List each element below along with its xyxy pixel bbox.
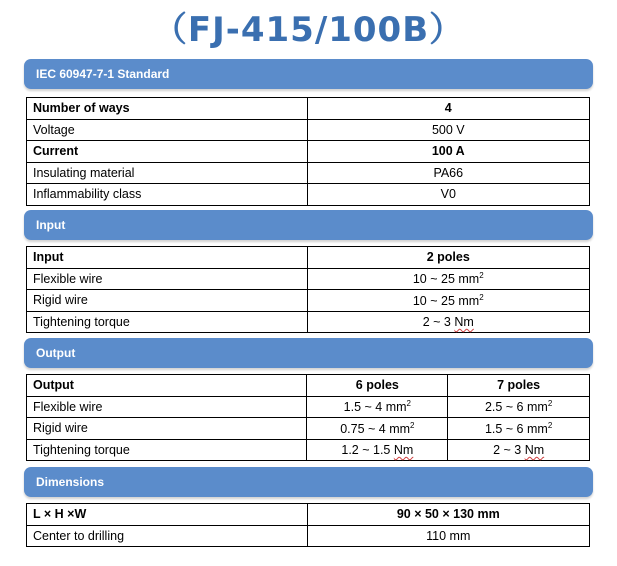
row-value: 2 ~ 3 Nm (307, 311, 589, 333)
table-row (27, 418, 590, 440)
spec-table-standard (26, 97, 590, 206)
row-value: V0 (307, 184, 589, 206)
row-value: 100 A (307, 141, 589, 163)
section-header-standard: IEC 60947-7-1 Standard (24, 59, 593, 89)
spec-table-dimensions (26, 503, 590, 547)
row-label: Inflammability class (27, 184, 308, 206)
row-label: Rigid wire (27, 290, 308, 312)
row-value: 500 V (307, 119, 589, 141)
table-row (27, 439, 590, 461)
row-label: Number of ways (27, 98, 308, 120)
table-row (27, 98, 590, 120)
row-label: Center to drilling (27, 525, 308, 547)
table-row (27, 162, 590, 184)
row-label: Flexible wire (27, 268, 308, 290)
row-label: Input (27, 247, 308, 269)
spec-table-output (26, 374, 590, 461)
row-label: Tightening torque (27, 311, 308, 333)
row-value-6-poles: 6 poles (307, 375, 448, 397)
row-value: 110 mm (307, 525, 589, 547)
table-row (27, 396, 590, 418)
row-value-7-poles: 1.5 ~ 6 $mm^2$ (448, 418, 590, 440)
row-label: Voltage (27, 119, 308, 141)
row-label: Output (27, 375, 307, 397)
section-header-input: Input (24, 210, 593, 240)
table-row (27, 375, 590, 397)
row-value: 90 × 50 × 130 mm (307, 504, 589, 526)
row-label: Tightening torque (27, 439, 307, 461)
row-value-7-poles: 2 ~ 3 Nm (448, 439, 590, 461)
row-value-7-poles: 7 poles (448, 375, 590, 397)
row-label: Insulating material (27, 162, 308, 184)
table-row (27, 268, 590, 290)
product-title: （FJ-415/100B） (152, 10, 465, 50)
table-row (27, 290, 590, 312)
row-value: 10 ~ 25 $mm^2$ (307, 268, 589, 290)
table-row (27, 525, 590, 547)
row-label: L × H ×W (27, 504, 308, 526)
row-value-6-poles: 0.75 ~ 4 $mm^2$ (307, 418, 448, 440)
row-value-6-poles: 1.5 ~ 4 $mm^2$ (307, 396, 448, 418)
spec-table-input (26, 246, 590, 333)
table-row (27, 311, 590, 333)
row-label: Flexible wire (27, 396, 307, 418)
section-header-output: Output (24, 338, 593, 368)
row-value-7-poles: 2.5 ~ 6 $mm^2$ (448, 396, 590, 418)
section-header-dimensions: Dimensions (24, 467, 593, 497)
table-row (27, 247, 590, 269)
table-row (27, 184, 590, 206)
row-value: 2 poles (307, 247, 589, 269)
table-row (27, 504, 590, 526)
table-row (27, 119, 590, 141)
row-label: Rigid wire (27, 418, 307, 440)
table-row (27, 141, 590, 163)
row-value-6-poles: 1.2 ~ 1.5 Nm (307, 439, 448, 461)
row-value: 10 ~ 25 $mm^2$ (307, 290, 589, 312)
row-label: Current (27, 141, 308, 163)
row-value: PA66 (307, 162, 589, 184)
row-value: 4 (307, 98, 589, 120)
